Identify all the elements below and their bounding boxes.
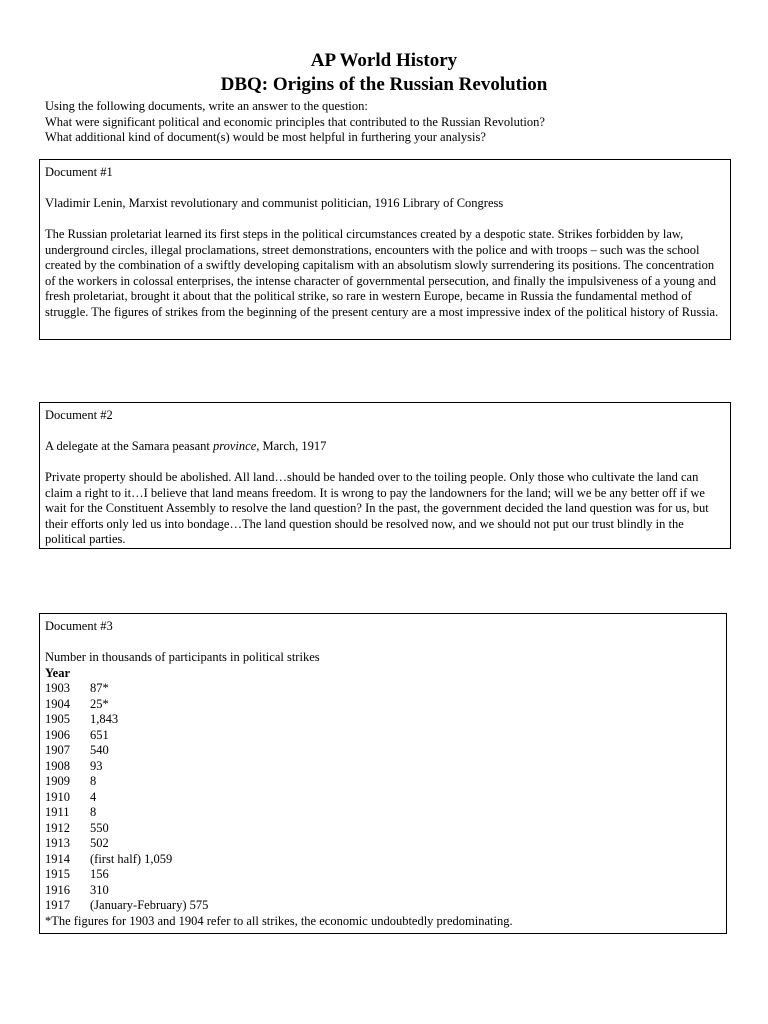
row-value: (first half) 1,059 bbox=[90, 851, 173, 866]
table-row bbox=[45, 867, 721, 883]
row-year: 1904 bbox=[45, 696, 70, 711]
table-row bbox=[45, 712, 721, 728]
page-title: AP World History bbox=[310, 50, 458, 71]
strike-table bbox=[45, 681, 721, 914]
table-row bbox=[45, 821, 721, 837]
row-value: 502 bbox=[90, 836, 109, 850]
year-column-header: Year bbox=[45, 665, 70, 680]
row-year: 1914 bbox=[45, 851, 70, 866]
row-year: 1910 bbox=[45, 789, 70, 804]
row-value: 8 bbox=[90, 774, 97, 788]
row-value: 540 bbox=[90, 743, 109, 757]
table-row bbox=[45, 898, 721, 914]
document-2-text: Private property should be abolished. All land…should be handed over to the toiling people. Only those who cultivate the land can claim a right to it…I believe that land means freedom. It is wrong to pay the landowners for the land; will we be any better off if we wait for the Constituent Assembly to resolve the land question? In the past, the government decided the land question was for us, but their efforts only led us into bondage…The land question should be resolved now, and we should not put our trust blindly in the political parties. bbox=[45, 470, 709, 546]
row-value: 310 bbox=[90, 882, 109, 897]
table-row bbox=[45, 805, 721, 821]
row-year: 1905 bbox=[45, 712, 70, 726]
table-row bbox=[45, 883, 721, 899]
row-value: 4 bbox=[90, 789, 97, 804]
row-year: 1908 bbox=[45, 758, 70, 773]
instructions bbox=[45, 99, 545, 146]
row-year: 1903 bbox=[45, 681, 70, 695]
document-1-box bbox=[39, 159, 731, 340]
row-year: 1912 bbox=[45, 820, 70, 835]
row-year: 1906 bbox=[45, 727, 70, 742]
document-1-source: Vladimir Lenin, Marxist revolutionary and communist politician, 1916 Library of Congress bbox=[45, 196, 504, 210]
document-1-text: The Russian proletariat learned its first steps in the political circumstances created by a despotic state. Strikes forbidden by law, underground circles, illegal proclamations, street demonstrations, encounters with the police and with troops – such was the school created by the combination of a swiftly developing capitalism with an absolutism slowly surrendering its positions. The concentration of the workers in colossal enterprises, the intense character of governmental persecution, and finally the impulsiveness of a young and fresh proletariat, brought it about that the political strike, so rare in western Europe, became in Russia the fundamental method of struggle. The figures of strikes from the beginning of the present century are a most impressive index of the political history of Russia. bbox=[45, 227, 719, 319]
table-row bbox=[45, 759, 721, 775]
row-value: 651 bbox=[90, 727, 109, 742]
instructions-question-2: What additional kind of document(s) would be most helpful in furthering your analysis? bbox=[45, 130, 486, 144]
row-value: 156 bbox=[90, 867, 109, 881]
table-row bbox=[45, 774, 721, 790]
document-2-box bbox=[39, 402, 731, 549]
table-row bbox=[45, 697, 721, 713]
document-2-source-prefix: A delegate at the Samara peasant bbox=[45, 439, 213, 453]
document-3-box bbox=[39, 613, 727, 934]
row-year: 1916 bbox=[45, 882, 70, 897]
document-3-caption: Number in thousands of participants in political strikes bbox=[45, 650, 320, 664]
page-subtitle: DBQ: Origins of the Russian Revolution bbox=[220, 74, 548, 95]
row-year: 1917 bbox=[45, 898, 70, 912]
table-row bbox=[45, 743, 721, 759]
instructions-line-1: Using the following documents, write an answer to the question: bbox=[45, 99, 368, 113]
document-1-label: Document #1 bbox=[45, 165, 113, 179]
document-2-source-italic: province bbox=[212, 439, 257, 453]
table-row bbox=[45, 681, 721, 697]
table-row bbox=[45, 836, 721, 852]
document-2-label: Document #2 bbox=[45, 408, 113, 422]
row-value: 1,843 bbox=[90, 712, 119, 726]
document-2-source bbox=[45, 439, 725, 455]
row-value: 550 bbox=[90, 820, 109, 835]
row-year: 1909 bbox=[45, 774, 70, 788]
document-3-label: Document #3 bbox=[45, 619, 113, 633]
document-2-source-suffix: , March, 1917 bbox=[256, 439, 327, 453]
row-value: 8 bbox=[90, 805, 97, 819]
row-year: 1911 bbox=[45, 805, 70, 819]
row-value: (January-February) 575 bbox=[90, 898, 209, 912]
row-value: 87* bbox=[90, 681, 109, 695]
document-3-footnote: *The figures for 1903 and 1904 refer to all strikes, the economic undoubtedly predominating. bbox=[45, 913, 513, 928]
row-value: 25* bbox=[90, 696, 109, 711]
instructions-question-1: What were significant political and economic principles that contributed to the Russian Revolution? bbox=[45, 114, 545, 129]
row-year: 1907 bbox=[45, 743, 70, 757]
table-row bbox=[45, 728, 721, 744]
table-row bbox=[45, 790, 721, 806]
row-value: 93 bbox=[90, 758, 103, 773]
row-year: 1913 bbox=[45, 836, 70, 850]
row-year: 1915 bbox=[45, 867, 70, 881]
table-row bbox=[45, 852, 721, 868]
